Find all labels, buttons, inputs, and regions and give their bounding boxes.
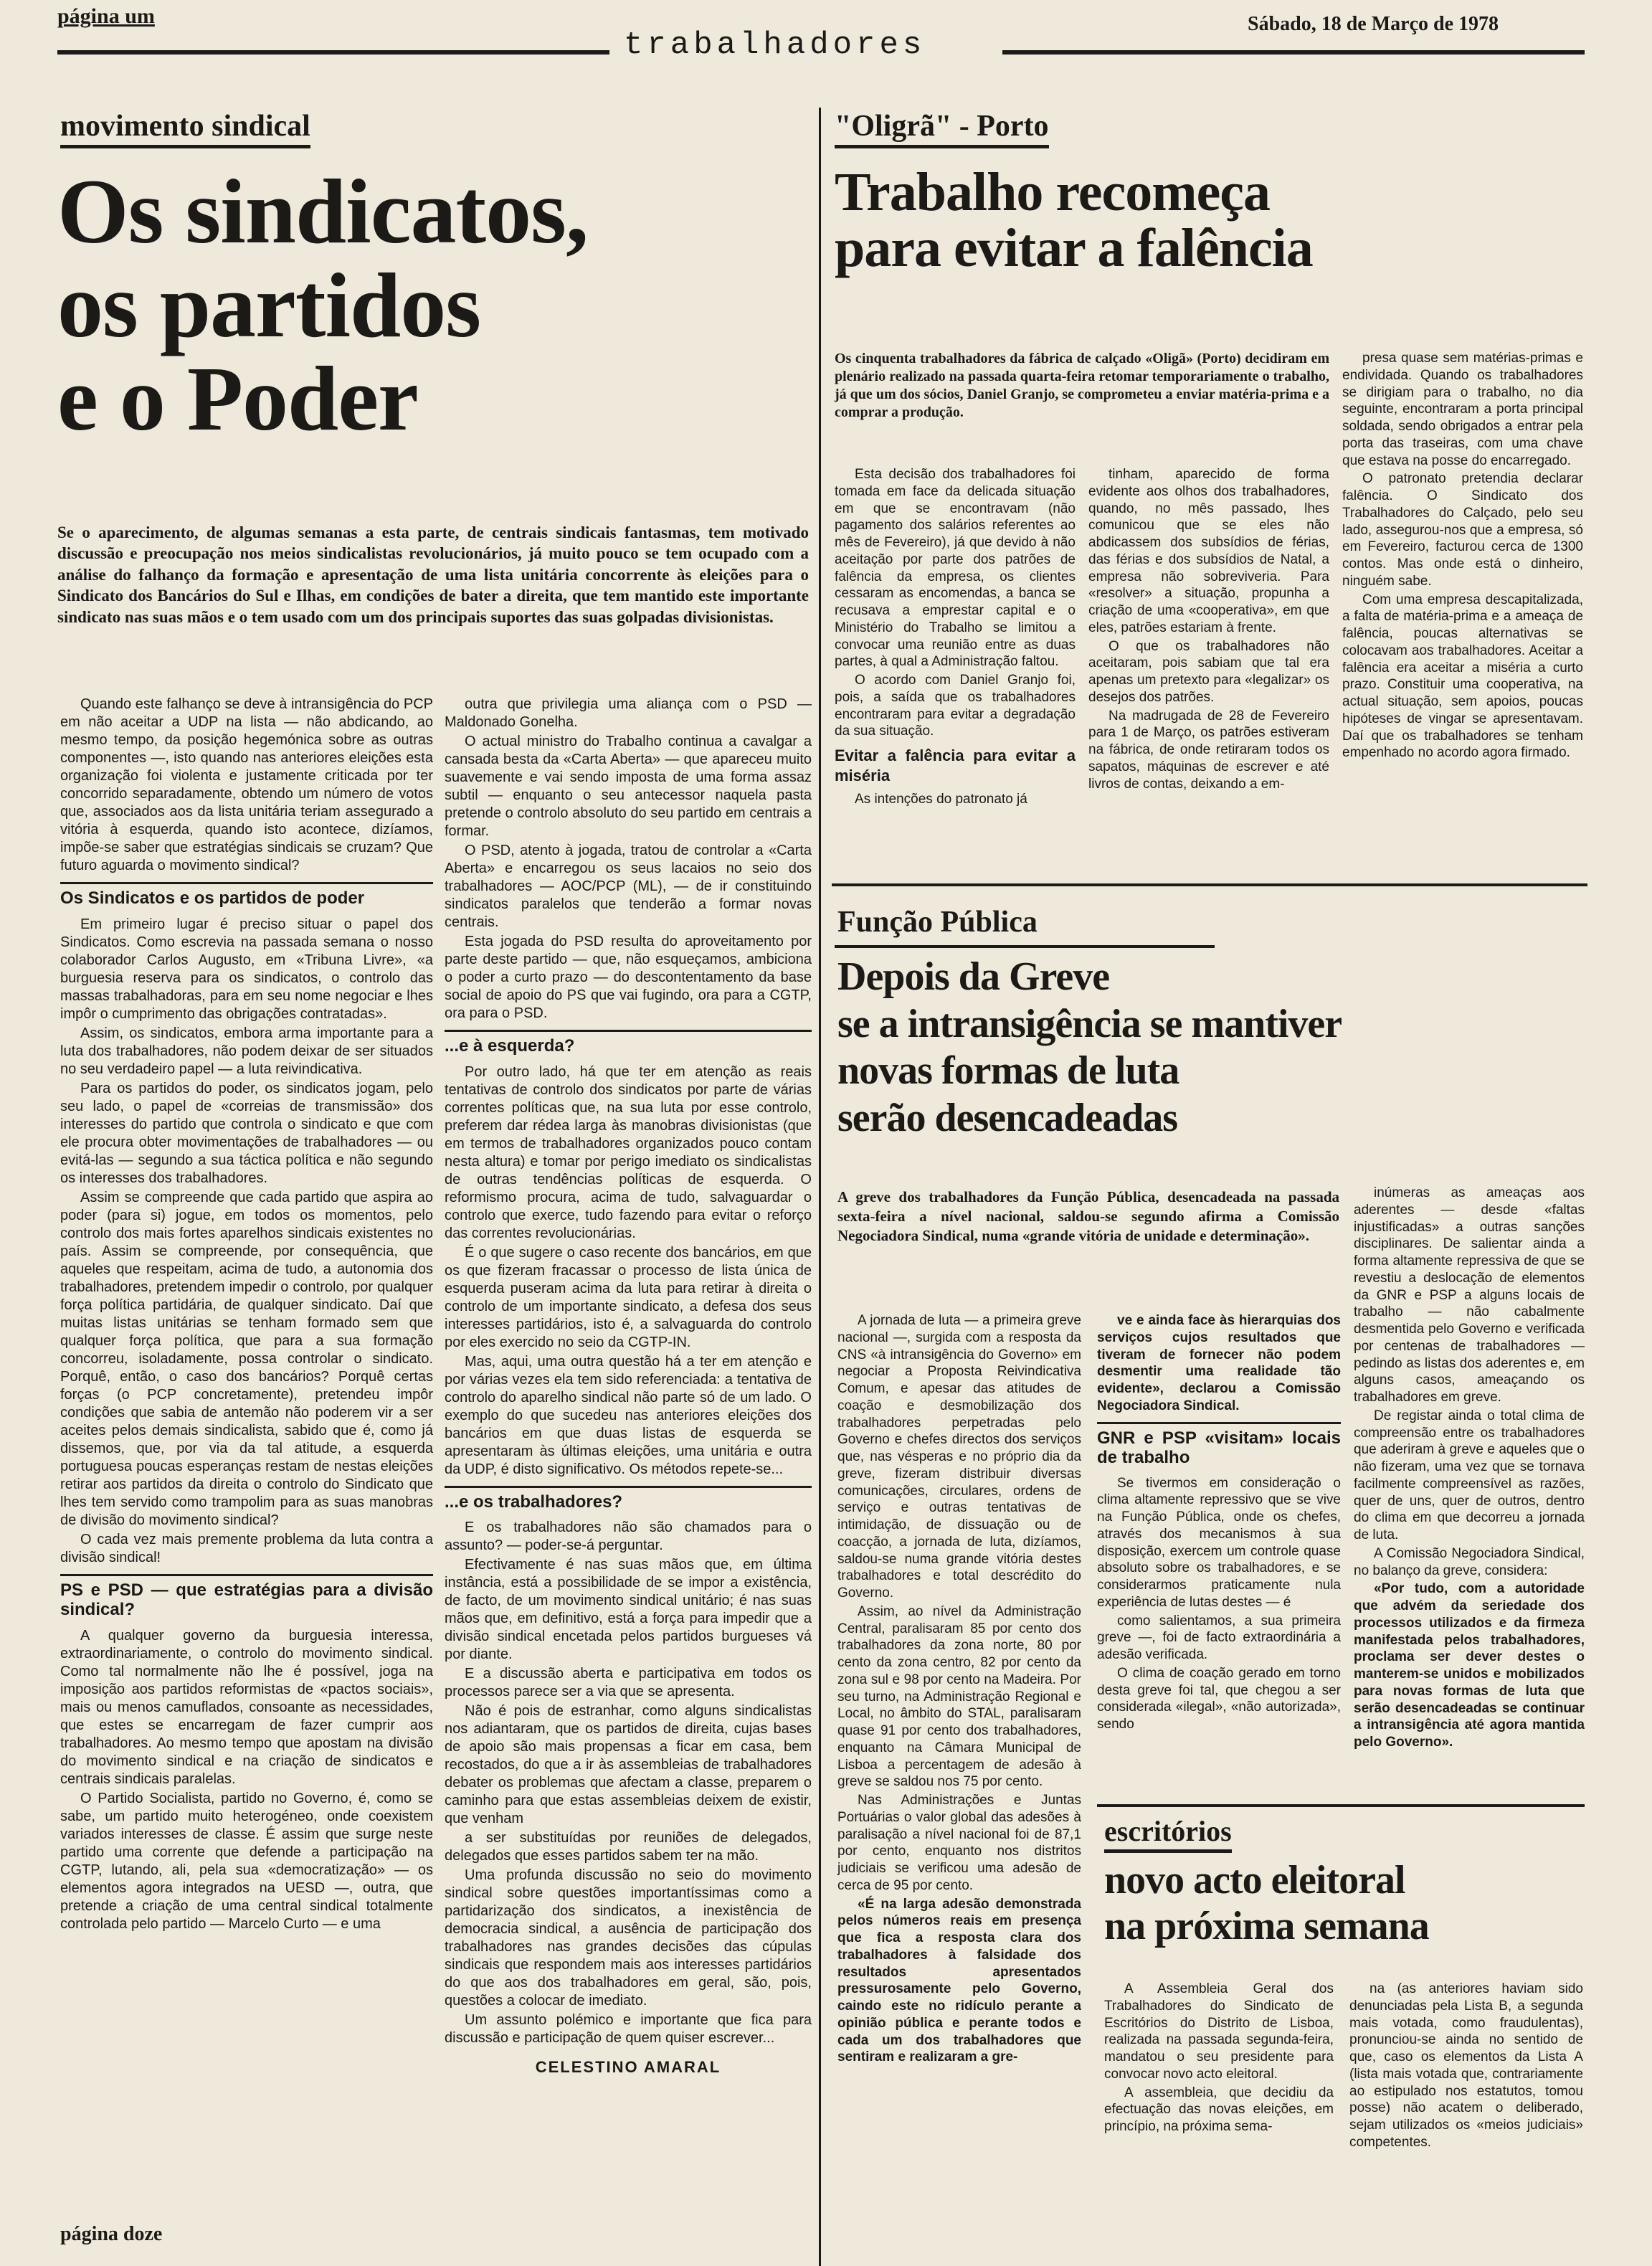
article4-kicker: escritórios xyxy=(1104,1814,1232,1853)
paragraph: Assim, ao nível da Administração Central, paralisaram 85 por cento dos trabalhadores da zona norte, 80 por cento da zona centro, 82 por cento da zona sul e 98 por cento na Madeira. Por seu turno, na Administração Regional e Local, no âmbito do STAL, paralisaram quase 91 por cento dos trabalhadores, enquanto na Câmara Municipal de Lisboa a percentagem de adesão à greve se saldou nos 75 por cento. xyxy=(837,1603,1081,1790)
paragraph: Efectivamente é nas suas mãos que, em última instância, está a possibilidade de se impor a existência, de facto, de um movimento sindical unitário; é nas suas mãos que, em definitivo, está a força para impedir que a divisão sindical encetada pelos partidos burgueses vá por diante. xyxy=(445,1557,812,1663)
masthead-rule-right xyxy=(1002,50,1585,54)
paragraph: Não é pois de estranhar, como alguns sindicalistas nos adiantaram, que os partidos de direita, cujas bases de apoio são mais propensas a ficar em casa, bem recostados, do que a ir às assembleias de trabalhadores debater os problemas que afectam a classe, preparem o caminho para que estas assembleias deixem de existir, que venham xyxy=(445,1703,812,1827)
article1-subheading-1: Os Sindicatos e os partidos de poder xyxy=(60,882,433,909)
paragraph: Na madrugada de 28 de Fevereiro para 1 de Março, os patrões estiveram na fábrica, de onde retiraram todos os sapatos, máquinas de escrever e até livros de contas, deixando a em- xyxy=(1088,708,1329,792)
paragraph: A Comissão Negociadora Sindical, no balanço da greve, considera: xyxy=(1354,1545,1585,1578)
article2-column-3 xyxy=(1342,350,1583,763)
article4-headline-line: novo acto eleitoral xyxy=(1104,1858,1405,1902)
paragraph: Um assunto polémico e importante que fica para discussão e participação de quem quiser escrever... xyxy=(445,2012,812,2047)
paragraph: Esta jogada do PSD resulta do aproveitamento por parte deste partido — que, não esqueçamos, ambiciona o poder a curto prazo — do descontentamento da base social de apoio do PS que vai fugindo, ora para a CGTP, ora para o PSD. xyxy=(445,934,812,1021)
article1-headline xyxy=(57,161,817,450)
article2-column-2 xyxy=(1088,466,1329,794)
article3-column-1 xyxy=(837,1312,1081,2067)
article1-headline-line: os partidos xyxy=(57,254,480,356)
paragraph: O actual ministro do Trabalho continua a cavalgar a cansada besta da «Carta Aberta» — que apareceu muito suavemente e vai sendo imposta de uma forma assaz subtil — enquanto o seu antecessor naquela pasta pretende o controlo absoluto do seu partido em centrais a formar. xyxy=(445,734,812,839)
paragraph: Assim, os sindicatos, embora arma importante para a luta dos trabalhadores, não podem deixar de ser situados no seu verdadeiro papel — a luta reivindicativa. xyxy=(60,1025,433,1077)
paragraph: Se tivermos em consideração o clima altamente repressivo que se vive na Função Pública, onde os chefes, através dos mecanismos à sua disposição, exercem um controle quase absoluto sobre os trabalhadores, e se considerarmos praticamente nula experiência de lutas destes — é xyxy=(1097,1475,1341,1610)
article2-column-1 xyxy=(835,466,1076,810)
article4-column-2 xyxy=(1349,1981,1583,2153)
article1-column-1 xyxy=(60,696,433,1935)
paragraph: As intenções do patronato já xyxy=(855,792,1027,807)
article3-column-2 xyxy=(1097,1312,1341,1735)
paragraph: A jornada de luta — a primeira greve nacional —, surgida com a resposta da CNS «à intransigência do Governo» em negociar a Proposta Reivindicativa Comum, e apesar das atitudes de coação e desmobilização dos trabalhadores perpetradas pelo Governo e chefes directos dos serviços que, nas vésperas e no próprio dia da greve, fizeram distribuir diversas comunicações, circulares, ordens de serviço e outras tentativas de intimidação, de dissuação ou de coacção, a jornada de luta, dizíamos, saldou-se numa grande vitória destes trabalhadores e total descrédito do Governo. xyxy=(837,1313,1081,1601)
article1-subheading-4: ...e os trabalhadores? xyxy=(445,1486,812,1512)
paragraph: Por outro lado, há que ter em atenção as reais tentativas de controlo dos sindicatos por parte de várias correntes políticas que, na sua luta por esse controlo, preferem dar rédea larga às manobras divisionistas (que em termos de trabalhadores organizados pouco contam nesta altura) e tomar por perigo imediato os sindicalistas de outras tendências políticas de esquerda. O reformismo procura, acima de tudo, salvaguardar o controlo que exerce, tudo fazendo para evitar o reforço das correntes revolucionárias. xyxy=(445,1063,812,1241)
author-signature: CELESTINO AMARAL xyxy=(535,2058,721,2077)
article3-headline-line: se a intransigência se mantiver xyxy=(837,1001,1342,1046)
paragraph: A qualquer governo da burguesia interessa, extraordinariamente, o controlo do movimento sindical. Como tal normalmente não lhe é possível, joga na imposição aos partidos reformistas de «pactos sociais», mais ou menos camuflados, consoante as necessidades, que estes se encarregam de fazer cumprir aos trabalhadores. Ao mesmo tempo que apostam na divisão do movimento sindical e na criação de sindicatos e centrais sindicais paralelas. xyxy=(60,1627,433,1787)
paragraph: como salientamos, a sua primeira greve —, foi de facto extraordinária a adesão verificada. xyxy=(1097,1613,1341,1663)
paragraph: a ser substituídas por reuniões de delegados, delegados que esses partidos sabem ter na mão. xyxy=(445,1830,812,1864)
article3-subheading: GNR e PSP «visitam» locais de trabalho xyxy=(1097,1422,1341,1468)
paragraph: A Assembleia Geral dos Trabalhadores do Sindicato de Escritórios do Distrito de Lisboa, realizada na passada segunda-feira, mandatou o seu presidente para convocar novo acto eleitoral. xyxy=(1104,1981,1334,2082)
article3-column-3 xyxy=(1354,1185,1585,1753)
paragraph: Mas, aqui, uma outra questão há a ter em atenção e por várias vezes ela tem sido referenciada: a tentativa de controlo do aparelho sindical não parte só de um lado. O exemplo do que sucedeu nas anteriores eleições dos bancários em que duas listas de esquerda se apresentaram às últimas eleições, uma unitária e outra da UDP, é disto significativo. Os métodos repete-se... xyxy=(445,1353,812,1477)
article3-headline-line: serão desencadeadas xyxy=(837,1095,1178,1140)
section-title: trabalhadores xyxy=(624,27,926,63)
paragraph: Nas Administrações e Juntas Portuárias o valor global das adesões à paralisação a nível nacional foi de 87,1 por cento, enquanto nos distritos judiciais se verificou uma adesão de cerca de 95 por cento. xyxy=(837,1793,1081,1893)
article3-headline-line: Depois da Greve xyxy=(837,954,1110,999)
paragraph: O que os trabalhadores não aceitaram, pois sabiam que tal era apenas um pretexto para «legalizar» os desejos dos patrões. xyxy=(1088,638,1329,705)
paragraph: O Partido Socialista, partido no Governo, é, como se sabe, um partido muito heterogéneo, onde coexistem variados interesses de classe. É assim que surge neste partido uma corrente que defende a participação na CGTP, lutando, ali, pela sua «democratização» — os elementos agora integrados na UESD —, outra, que pretende a criação de uma central sindical totalmente controlada pelo partido — Marcelo Curto — e uma xyxy=(60,1790,433,1932)
issue-date: Sábado, 18 de Março de 1978 xyxy=(1248,13,1499,35)
article4-headline xyxy=(1104,1857,1585,1950)
paragraph: Uma profunda discussão no seio do movimento sindical sobre questões importantíssimas como a partidarização dos sindicatos, a inexistência de democracia sindical, a ausência de participação dos trabalhadores nas grandes decisões das cúpulas sindicais que respondem mais aos interesses partidários do que aos dos trabalhadores em geral, são, pois, questões a colocar de imediato. xyxy=(445,1867,812,2009)
article2-lead: Os cinquenta trabalhadores da fábrica de calçado «Oligã» (Porto) decidiram em plenário realizado na passada quarta-feira retomar temporariamente o trabalho, já que um dos sócios, Daniel Granjo, se comprometeu a enviar matéria-prima e a comprar a produção. xyxy=(835,351,1329,420)
paragraph: O PSD, atento à jogada, tratou de controlar a «Carta Aberta» e encarregou os seus lacaios no seio dos trabalhadores — AOC/PCP (ML), — de ir constituindo sindicatos paralelos que tenderão a formar novas centrais. xyxy=(445,843,812,930)
section-divider xyxy=(1097,1804,1585,1807)
masthead-rule-left xyxy=(57,50,609,54)
article1-headline-line: Os sindicatos, xyxy=(57,161,588,262)
paragraph: na (as anteriores haviam sido denunciadas pela Lista B, a segunda mais votada, como fraudulentas), pronunciou-se ainda no sentido de que, caso os elementos da Lista A (lista mais votada que, contrariamente ao estipulado nos estatutos, tomou posse) não acatem o deliberado, sejam utilizados os «meios judiciais» competentes. xyxy=(1349,1981,1583,2150)
article1-subheading-3: ...e à esquerda? xyxy=(445,1030,812,1056)
section-divider xyxy=(832,883,1587,886)
article1-headline-line: e o Poder xyxy=(57,348,418,450)
paragraph: O cada vez mais premente problema da luta contra a divisão sindical! xyxy=(60,1531,433,1565)
paragraph: É o que sugere o caso recente dos bancários, em que os que fizeram fracassar o processo de lista única de esquerda puseram acima da luta para retirar à direita o controlo de um importante sindicato, a defesa dos seus interesses partidários, isto é, a salvaguarda do controlo por eles exercido no seio da CGTP-IN. xyxy=(445,1244,812,1350)
paragraph: Assim se compreende que cada partido que aspira ao poder (para si) jogue, em todos os momentos, pelo controlo dos mais fortes aparelhos sindicais existentes no país. Assim se compreende, por consequência, que aqueles que respeitam, acima de tudo, a autonomia dos trabalhadores, pretendem impedir o controlo, por qualquer força política partidária, de qualquer sindicato. Daí que muitas listas unitárias se tenham formado sem que qualquer força política, que para a sua formação concorreu, isoladamente, possa controlar o sindicato. Porquê, então, o caso dos bancários? Porquê certas forças (o PCP concretamente), pretendeu impôr condições que sabia de antemão não poderem vir a ser aceites pelos demais sindicalista, sabido que é, como já dissemos, que, por via da tal atitude, a esquerda portuguesa poucas esperanças restam de nestas eleições retirar aos partidos da direita o controlo do Sindicato que lhes tem servido como trampolim para as suas manobras de divisão do movimento sindical? xyxy=(60,1189,433,1528)
paragraph: Esta decisão dos trabalhadores foi tomada em face da delicada situação em que se encontravam (não pagamento dos salários referentes ao mês de Fevereiro), já que devido à não aceitação por parte dos patrões de falência da empresa, os clientes cessaram as encomendas, a banca se recusava a emprestar capital e o Ministério do Trabalho se limitou a convocar uma reunião entre as duas partes, à qual a Administração faltou. xyxy=(835,467,1076,670)
article3-lead: A greve dos trabalhadores da Função Pública, desencadeada na passada sexta-feira a nível nacional, saldou-se segundo afirma a Comissão Negociadora Sindical, numa «grande vitória de unidade e determinação». xyxy=(837,1188,1339,1244)
paragraph: De registar ainda o total clima de compreensão entre os trabalhadores que aderiram à greve e aqueles que o não fizeram, uma vez que se tornava facilmente compreensível as razões, quer de uns, quer de outros, dentro do clima em que decorreu a jornada de luta. xyxy=(1354,1408,1585,1542)
paragraph: O clima de coação gerado em torno desta greve foi tal, que chegou a ser considerada «ilegal», «não autorizada», sendo xyxy=(1097,1665,1341,1732)
paragraph: O acordo com Daniel Granjo foi, pois, a saída que os trabalhadores encontraram para evitar a degradação da sua situação. xyxy=(835,673,1076,739)
paragraph: «É na larga adesão demonstrada pelos números reais em presença que fica a resposta clara dos trabalhadores à falsidade dos resultados apresentados pressurosamente pelo Governo, caindo este no ridículo perante a opinião pública e perante todos e cada um dos trabalhadores que sentiram e realizaram a gre- xyxy=(837,1896,1081,2065)
article4-column-1 xyxy=(1104,1981,1334,2137)
paragraph: Quando este falhanço se deve à intransigência do PCP em não aceitar a UDP na lista — não abdicando, ao mesmo tempo, da posição hegemónica sobre as outras componentes —, isto quando nas anteriores eleições esta organização foi violenta e justamente criticada por ter concorrido separadamente, obtendo um número de votos que, associados aos da lista unitária teriam assegurado a vitória à esquerda, quando isto acontece, dizíamos, impõe-se saber que estratégias sindicais se cruzam? Que futuro aguarda o movimento sindical? xyxy=(60,696,433,873)
article1-column-2 xyxy=(445,696,812,2077)
paragraph: Em primeiro lugar é preciso situar o papel dos Sindicatos. Como escrevia na passada semana o nosso colaborador Carlos Augusto, em «Tribuna Livre», «a burguesia reserva para os sindicatos, o controlo das massas trabalhadoras, para em seu nome negociar e lhes impôr o cumprimento das obrigações contratadas». xyxy=(60,916,433,1022)
article3-headline xyxy=(837,954,1583,1142)
paragraph: inúmeras as ameaças aos aderentes — desde «faltas injustificadas» a outras sanções disciplinares. De salientar ainda a forma altamente repressiva de que se revestiu a deslocação de elementos da GNR e PSP a alguns locais de trabalho — não cabalmente desmentida pelo Governo e verificada por centenas de trabalhadores — pedindo as listas dos aderentes e, em alguns casos, ameaçando os trabalhadores em greve. xyxy=(1354,1185,1585,1405)
paragraph: E os trabalhadores não são chamados para o assunto? — poder-se-á perguntar. xyxy=(445,1520,812,1554)
article1-subheading-2: PS e PSD — que estratégias para a divisão sindical? xyxy=(60,1574,433,1620)
paragraph: A assembleia, que decidiu da efectuação das novas eleições, em princípio, na próxima sema- xyxy=(1104,2085,1334,2134)
paragraph: «Por tudo, com a autoridade que advém da seriedade dos processos utilizados e da firmeza manifestada pelos trabalhadores, proclama ser dever destes o manterem-se unidos e mobilizados para novas formas de luta que serão desencadeadas se continuar a intransigência até agora mantida pelo Governo». xyxy=(1354,1581,1585,1750)
paragraph: Com uma empresa descapitalizada, a falta de matéria-prima e a ameaça de falência, poucas alternativas se colocavam aos trabalhadores. Aceitar a falência era aceitar a miséria a curto prazo. Constituir uma cooperativa, na actual situação, sem apoios, poucas hipóteses de vingar se apresentavam. Daí que os trabalhadores se tenham empenhado no acordo agora firmado. xyxy=(1342,592,1583,761)
article1-lead: Se o aparecimento, de algumas semanas a esta parte, de centrais sindicais fantasmas, tem motivado discussão e preocupação nos meios sindicalistas revolucionários, já muito pouco se tem ocupado com a análise do falhanço da formação e apresentação de uma lista unitária concorrente às eleições para o Sindicato dos Bancários do Sul e Ilhas, em condições de bater a direita, que tem mantido este importante sindicato nas suas mãos e o tem usado com um dos principais suportes das suas golpadas divisionistas. xyxy=(57,523,809,626)
article2-headline xyxy=(835,162,1587,278)
paragraph: tinham, aparecido de forma evidente aos olhos dos trabalhadores, quando, no mês passado, lhes comunicou que se eles não abdicassem dos subsídios de férias, das férias e dos subsídios de Natal, a empresa não sobreviveria. Para «resolver» a situação, propunha a criação de uma «cooperativa», em que eles, patrões estariam à frente. xyxy=(1088,467,1329,635)
paragraph: ve e ainda face às hierarquias dos serviços cujos resultados que tiveram de fornecer não podem desmentir uma realidade tão evidente», declarou a Comissão Negociadora Sindical. xyxy=(1097,1313,1341,1413)
article4-headline-line: na próxima semana xyxy=(1104,1904,1429,1949)
paragraph: O patronato pretendia declarar falência. O Sindicato dos Trabalhadores do Calçado, pelo seu lado, assegurou-nos que a empresa, só em Fevereiro, facturou cerca de 1300 contos. Mas onde está o dinheiro, ninguém sabe. xyxy=(1342,471,1583,589)
article3-headline-line: novas formas de luta xyxy=(837,1048,1179,1094)
paragraph: presa quase sem matérias-primas e endividada. Quando os trabalhadores se dirigiam para o trabalho, no dia seguinte, encontraram a porta principal soldada, sendo obrigados a entrar pela porta das traseiras, com uma chave que estava na posse do encarregado. xyxy=(1342,351,1583,468)
kicker-rule xyxy=(835,945,1215,948)
article2-subheading: Evitar a falência para evitar a miséria xyxy=(835,746,1076,784)
article3-kicker: Função Pública xyxy=(837,906,1038,939)
paragraph: Para os partidos do poder, os sindicatos jogam, pelo seu lado, o papel de «correias de transmissão» dos interesses do partido que controla o sindicato e que com ele procura obter movimentações de trabalhadores — ou evitá-las — segundo a sua táctica política e não segundo os interesses dos trabalhadores. xyxy=(60,1080,433,1186)
article1-kicker: movimento sindical xyxy=(60,109,310,148)
paragraph: E a discussão aberta e participativa em todos os processos parece ser a via que se apresenta. xyxy=(445,1666,812,1700)
paragraph: outra que privilegia uma aliança com o PSD — Maldonado Gonelha. xyxy=(445,696,812,730)
article2-kicker: "Oligrã" - Porto xyxy=(835,109,1049,148)
column-divider-main xyxy=(819,108,821,2266)
page-number: página um xyxy=(57,4,155,28)
article2-headline-line: para evitar a falência xyxy=(835,217,1313,278)
article2-headline-line: Trabalho recomeça xyxy=(835,162,1271,222)
footer-page-ref: página doze xyxy=(60,2223,163,2245)
